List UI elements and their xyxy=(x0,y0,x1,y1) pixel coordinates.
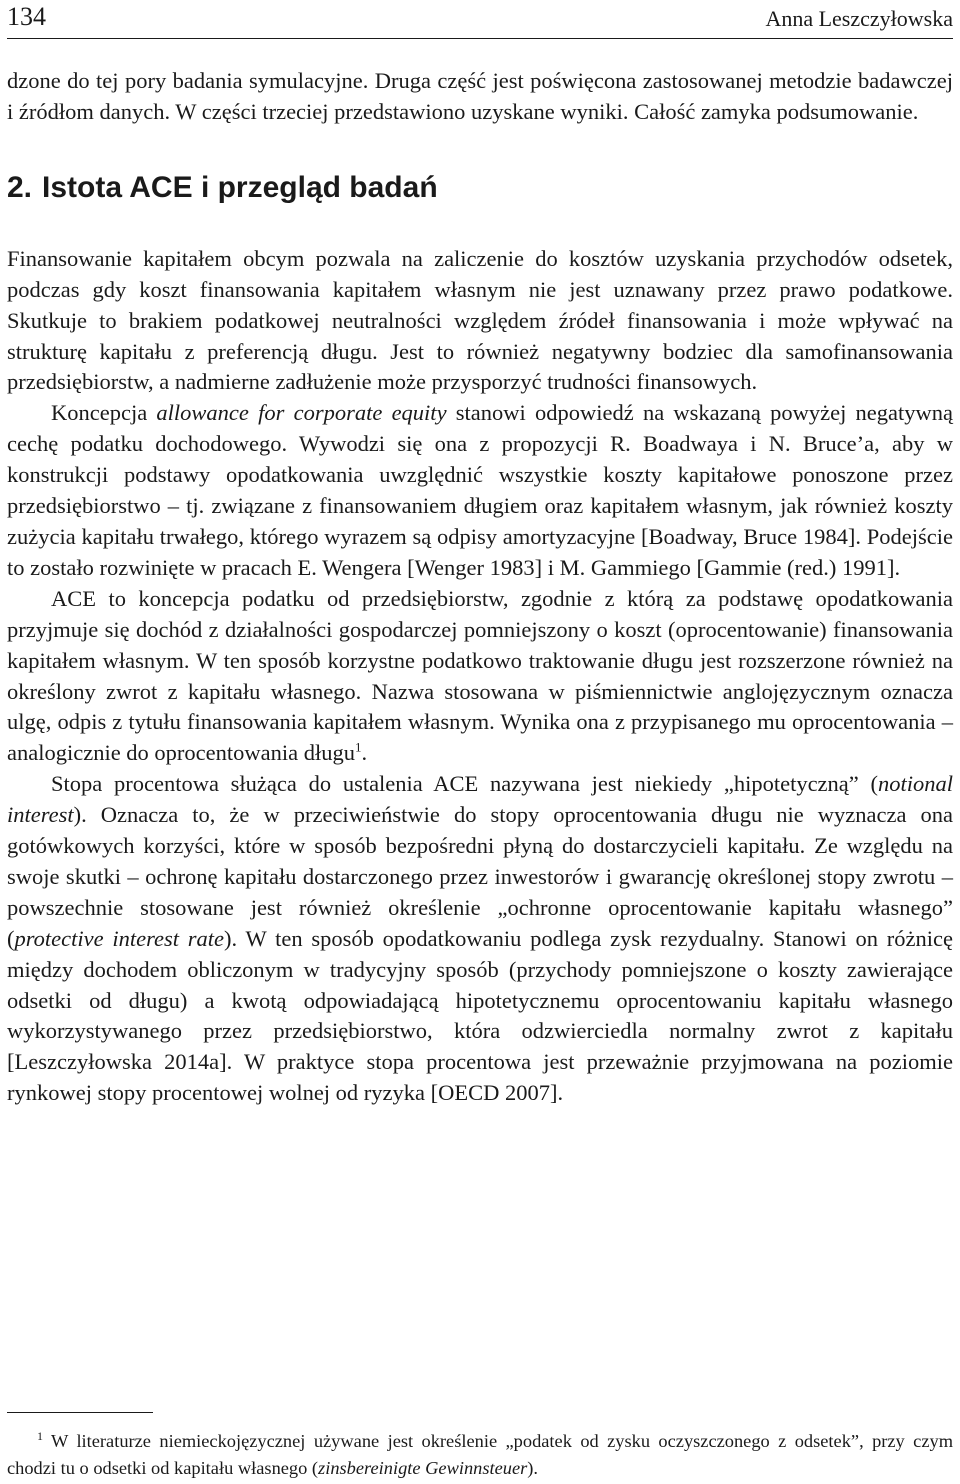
paragraph-2-body: stanowi odpowiedź na wskazaną powyżej negatywną cechę podatku dochodowego. Wywodzi się ona z propozycji R. Boadwaya i N. Bruce’a, aby w konstrukcji podstawy opodatkowania uwzględnić wszystkie koszty kapitałowe ponoszone przez przedsiębiorstwo – tj. związane z finansowaniem długiem oraz kapitałem własnym, jak również koszty zużycia kapitału trwałego, którego wyrazem są odpisy amortyzacyjne [Boadway, Bruce 1984]. Podejście to zostało rozwinięte w pracach E. Wengera [Wenger 1983] i M. Gammiego [Gammie (red.) 1991]. xyxy=(7,400,954,580)
paragraph-3 xyxy=(7,584,953,769)
section-heading xyxy=(7,170,953,206)
paragraph-4-italic-term-1: notional interest xyxy=(7,771,953,828)
footnote-text-end: ). xyxy=(527,1458,539,1478)
paragraph-4-body: ). W ten sposób opodatkowaniu podlega zysk rezydualny. Stanowi on różnicę między dochodem obliczonym w tradycyjny sposób (przychody pomniejszone o koszty zawierające odsetki od długu) a kwotą odpowiadającą hipotetycznemu oprocentowaniu kapitału własnego wykorzystywanego przez przedsiębiorstwo, która odzwierciedla normalny zwrot z kapitału [Leszczyłowska 2014a]. W praktyce stopa procentowa jest przeważnie przyjmowana na poziomie rynkowej stopy procentowej wolnej od ryzyka [OECD 2007]. xyxy=(7,925,953,1106)
paragraph-2-lead: Koncepcja xyxy=(51,400,157,426)
intro-paragraph: dzone do tej pory badania symulacyjne. Druga część jest poświęcona zastosowanej metodzie badawczej i źródłom danych. W części trzeciej przedstawiono uzyskane wyniki. Całość zamyka podsumowanie. xyxy=(7,68,953,124)
paragraph-4-middle: ). Oznacza to, że w przeciwieństwie do stopy oprocentowania długu nie wyznacza ona gotówkowych korzyści, które w sposób bezpośredni płyną do dostarczycieli kapitału. Ze względu na swoje skutki – ochronę kapitału dostarczonego przez inwestorów i gwarancję określonej stopy zwrotu – powszechnie stosowane jest również określenie „ochronne oprocentowanie kapitału własnego” ( xyxy=(7,802,953,951)
paragraph-2 xyxy=(7,398,953,583)
paragraph-4-italic-term-2: protective interest rate xyxy=(14,925,225,951)
paragraph-3-body: ACE to koncepcja podatku od przedsiębiorstw, zgodnie z którą za podstawę opodatkowania przyjmuje się dochód z działalności gospodarczej pomniejszony o koszt (oprocentowanie) finansowania kapitałem własnym. W ten sposób korzystne podatkowo traktowanie długu jest rozszerzone również na określony zwrot z kapitału własnego. Nazwa stosowana w piśmiennictwie anglojęzycznym oznacza ulgę, odpis z tytułu finansowania kapitałem własnym. Wynika ona z przypisanego mu oprocentowania – analogicznie do oprocentowania długu xyxy=(7,585,953,766)
section-number: 2. xyxy=(7,170,33,204)
paragraph-4-lead: Stopa procentowa służąca do ustalenia ACE nazywana jest niekiedy „hipotetyczną” ( xyxy=(51,771,878,797)
running-header xyxy=(7,0,953,36)
paragraph-2-italic-term: allowance for corporate equity xyxy=(156,400,447,426)
footnote-rule xyxy=(7,1412,153,1413)
footnote-italic-term: zinsbereinigte Gewinnsteuer xyxy=(318,1458,528,1478)
footnote-marker: 1 xyxy=(37,1428,43,1443)
header-rule xyxy=(7,38,953,39)
body-text xyxy=(7,66,953,1109)
paragraph-1: Finansowanie kapitałem obcym pozwala na zaliczenie do kosztów uzyskania przychodów odsetek, podczas gdy koszt finansowania kapitałem własnym nie jest uznawany przez prawo podatkowe. Skutkuje to brakiem podatkowej neutralności względem źródeł finansowania i może wpływać na strukturę kapitału z preferencją długu. Jest to również negatywny bodziec dla samofinansowania przedsiębiorstw, a nadmierne zadłużenie może przysporzyć trudności finansowych. xyxy=(7,245,953,395)
footnote-text: W literaturze niemieckojęzycznej używane jest określenie „podatek od zysku oczyszczonego z odsetek”, przy czym chodzi tu o odsetki od kapitału własnego ( xyxy=(7,1431,953,1478)
section-title: Istota ACE i przegląd badań xyxy=(42,170,438,204)
footnote xyxy=(7,1428,953,1482)
paragraph-3-end: . xyxy=(361,740,368,766)
footnote-reference[interactable]: 1 xyxy=(355,739,362,755)
running-head-author: Anna Leszczyłowska xyxy=(765,6,953,31)
page-number: 134 xyxy=(7,2,46,31)
paragraph-4 xyxy=(7,769,953,1109)
